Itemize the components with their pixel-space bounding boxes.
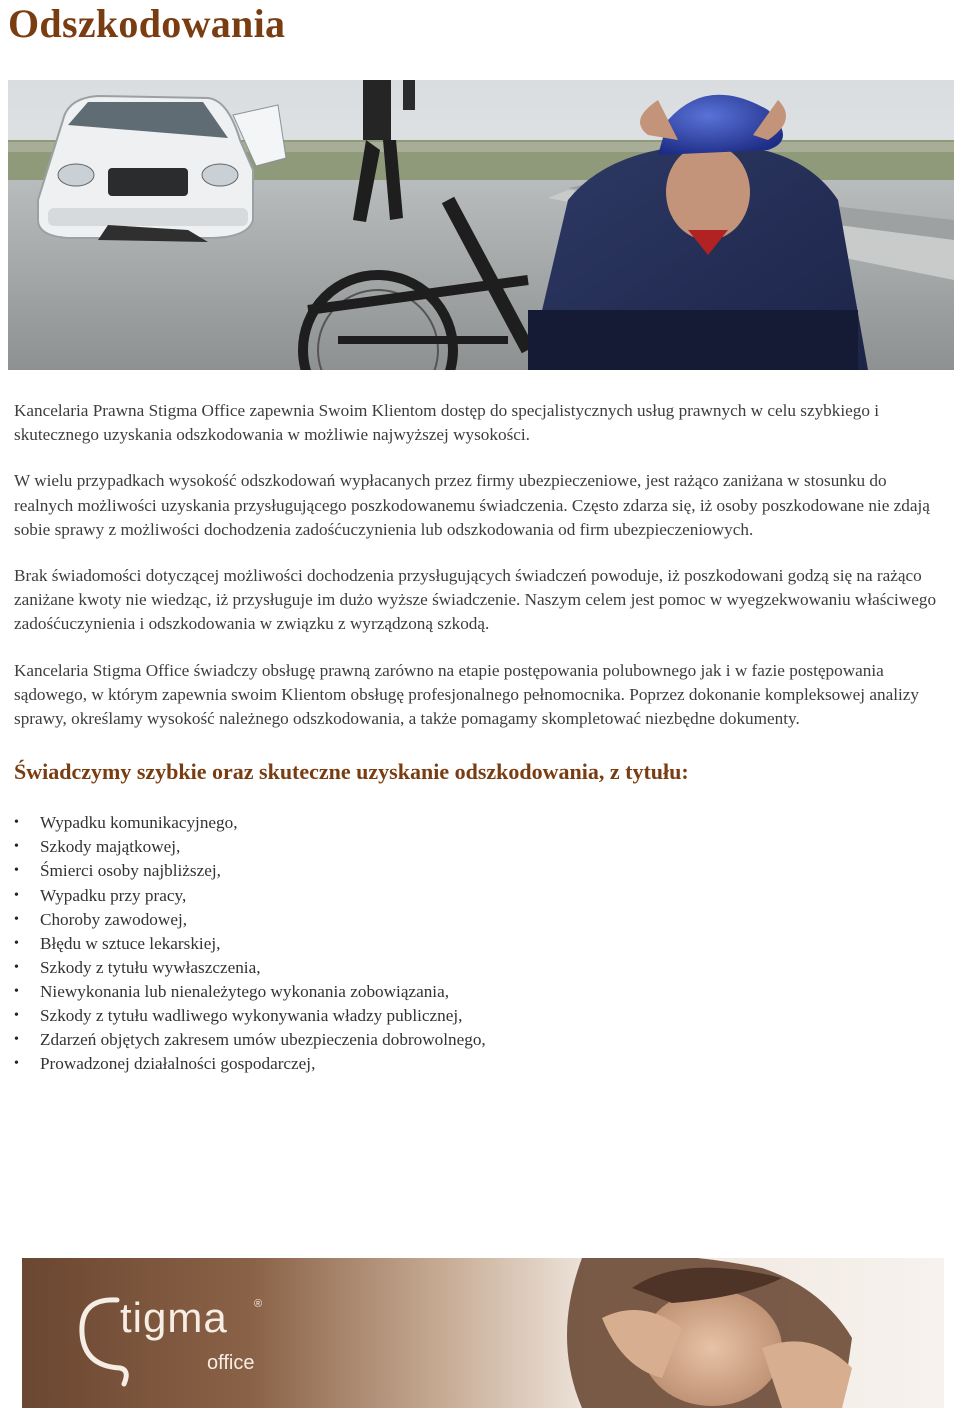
bullet-icon: •: [14, 1032, 19, 1048]
list-item: • Prowadzonej działalności gospodarczej,: [14, 1052, 950, 1076]
bullet-icon: •: [14, 935, 19, 951]
list-item: • Wypadku przy pracy,: [14, 884, 950, 908]
services-list: [14, 811, 950, 1076]
list-item: • Choroby zawodowej,: [14, 908, 950, 932]
list-item: • Śmierci osoby najbliższej,: [14, 859, 950, 883]
bullet-icon: •: [14, 983, 19, 999]
insurance-paragraph: W wielu przypadkach wysokość odszkodowań wypłacanych przez firmy ubezpieczeniowe, jest rażąco zaniżana w stosunku do realnych możliwości uzyskania przysługującego poszkodowanemu świadczenia. Często zdarza się, iż osoby poszkodowane nie zdają sobie sprawy z możliwości dochodzenia zadośćuczynienia lub odszkodowania od firm ubezpieczeniowych.: [14, 471, 930, 539]
bullet-icon: •: [14, 839, 19, 855]
bullet-icon: •: [14, 863, 19, 879]
list-item: • Błędu w sztuce lekarskiej,: [14, 932, 950, 956]
bullet-icon: •: [14, 815, 19, 831]
logo-registered-mark: ®: [254, 1298, 263, 1310]
bullet-icon: •: [14, 911, 19, 927]
awareness-paragraph: Brak świadomości dotyczącej możliwości dochodzenia przysługujących świadczeń powoduje, iż poszkodowani godzą się na rażąco zaniżane kwoty nie wiedząc, iż przysługuje im dużo wyższe świadczenie. Naszym celem jest pomoc w wyegzekwowaniu właściwego zadośćuczynienia i odszkodowania w związku z wyrządzoną szkodą.: [14, 566, 937, 634]
bullet-icon: •: [14, 1056, 19, 1072]
list-item: • Niewykonania lub nienależytego wykonania zobowiązania,: [14, 980, 950, 1004]
logo-subtitle: office: [207, 1352, 255, 1374]
list-item: • Zdarzeń objętych zakresem umów ubezpieczenia dobrowolnego,: [14, 1028, 950, 1052]
bullet-icon: •: [14, 1007, 19, 1023]
main-content: [14, 399, 950, 1076]
bullet-icon: •: [14, 959, 19, 975]
damaged-car: [38, 96, 286, 242]
services-paragraph: Kancelaria Stigma Office świadczy obsługę prawną zarówno na etapie postępowania polubownego jak i w fazie postępowania sądowego, w którym zapewnia swoim Klientom obsługę profesjonalnego pełnomocnika. Poprzez dokonanie kompleksowej analizy sprawy, określamy wysokość należnego odszkodowania, a także pomagamy skompletować niezbędne dokumenty.: [14, 660, 919, 729]
intro-paragraph: Kancelaria Prawna Stigma Office zapewnia Swoim Klientom dostęp do specjalistycznych usług prawnych w celu szybkiego i skutecznego uzyskania odszkodowania w możliwie najwyższej wysokości.: [14, 401, 880, 445]
list-item: • Szkody z tytułu wywłaszczenia,: [14, 956, 950, 980]
list-item: • Wypadku komunikacyjnego,: [14, 811, 950, 835]
accident-photo: [8, 80, 954, 370]
services-heading: Świadczymy szybkie oraz skuteczne uzyskanie odszkodowania, z tytułu:: [14, 759, 689, 785]
bullet-icon: •: [14, 887, 19, 903]
list-item: • Szkody z tytułu wadliwego wykonywania władzy publicznej,: [14, 1004, 950, 1028]
page-title: Odszkodowania: [8, 1, 286, 46]
list-item: • Szkody majątkowej,: [14, 835, 950, 859]
logo-wordmark: tigma: [120, 1294, 228, 1341]
stigma-banner: [22, 1258, 944, 1408]
